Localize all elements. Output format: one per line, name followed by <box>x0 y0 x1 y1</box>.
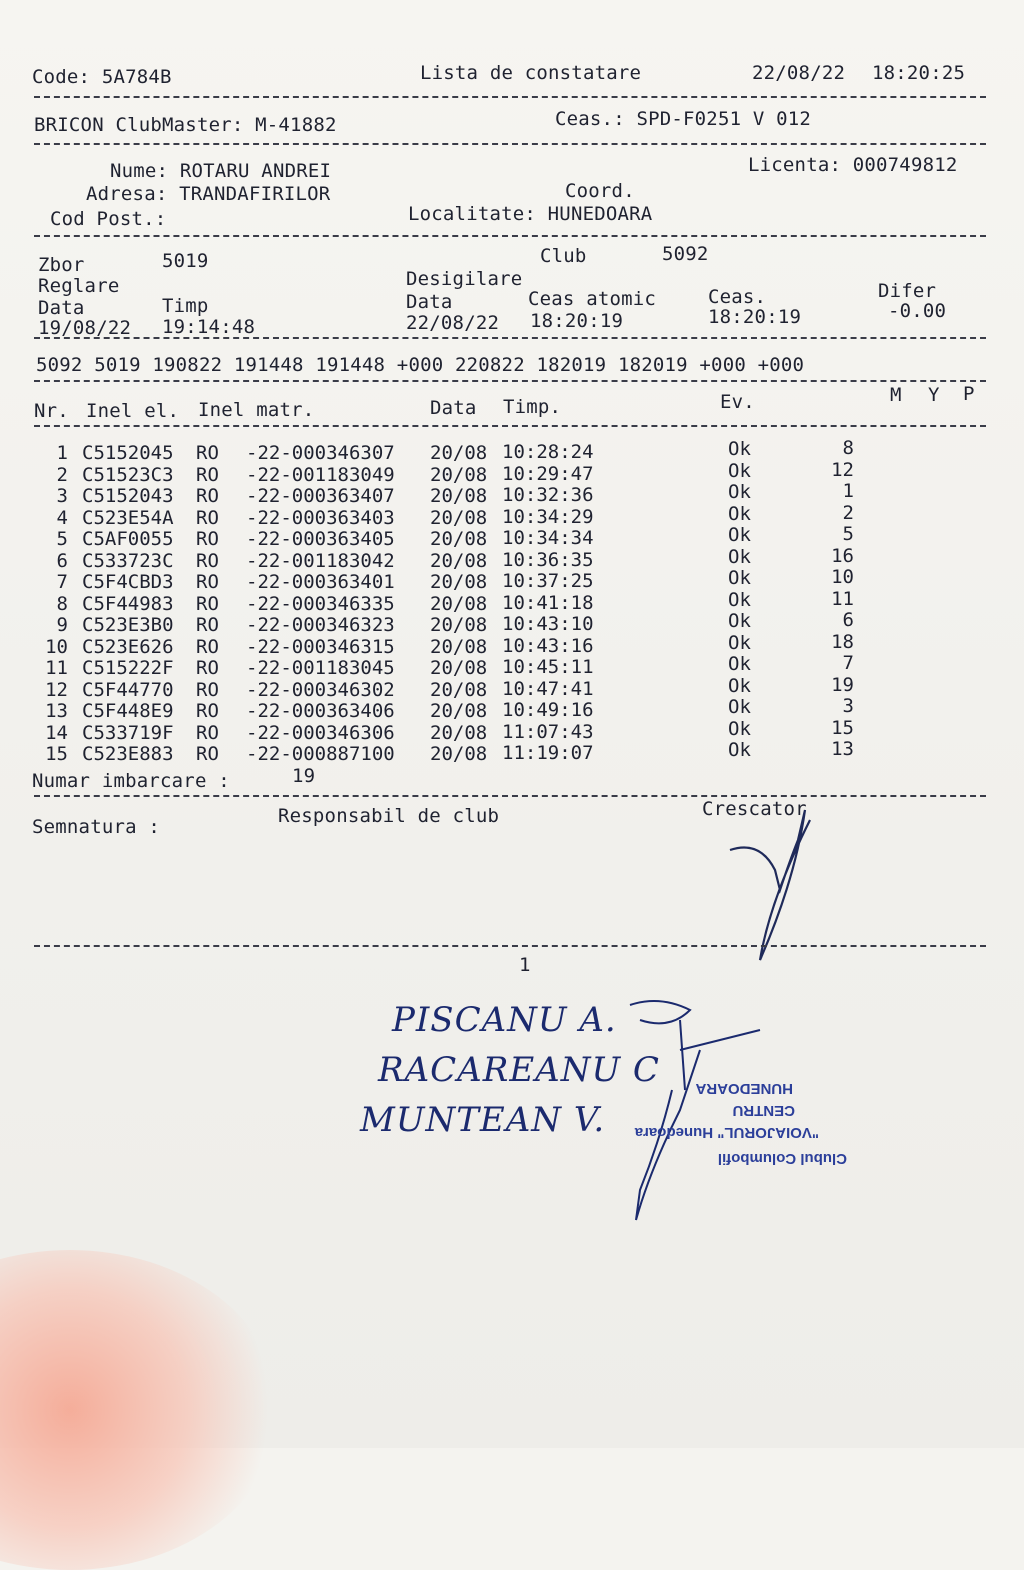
cell-m: 15 <box>831 716 854 739</box>
cell-inel-el: C523E54A <box>82 506 174 529</box>
table-row <box>0 587 1024 615</box>
cell-tara: RO <box>196 635 219 658</box>
cell-inel-matr: -22-000363406 <box>246 700 395 722</box>
clock-id: Ceas.: SPD-F0251 V 012 <box>555 108 812 130</box>
cell-timp: 10:29:47 <box>502 462 594 485</box>
coordinates-label: Coord. <box>565 180 635 202</box>
divider <box>34 337 986 339</box>
cell-tara: RO <box>196 657 219 679</box>
cell-m: 6 <box>842 609 854 631</box>
cell-ev: Ok <box>728 717 751 740</box>
divider <box>34 795 986 797</box>
table-row <box>0 630 1024 658</box>
print-time: 18:20:25 <box>872 62 966 84</box>
table-row <box>0 544 1024 572</box>
table-row <box>0 609 1024 636</box>
locality: Localitate: HUNEDOARA <box>408 203 653 225</box>
owner-postcode: Cod Post.: <box>50 208 167 230</box>
cell-tara: RO <box>196 549 219 572</box>
cell-timp: 10:37:25 <box>502 570 594 592</box>
table-row <box>0 716 1024 744</box>
cell-inel-el: C5F448E9 <box>82 700 174 722</box>
owner-name: Nume: ROTARU ANDREI <box>110 160 332 182</box>
cell-nr: 1 <box>56 442 68 464</box>
cell-timp: 10:47:41 <box>502 677 594 700</box>
cell-ev: Ok <box>728 567 751 589</box>
clock-label: Ceas. <box>708 286 767 308</box>
cell-tara: RO <box>196 485 219 507</box>
boarding-count-label: Numar imbarcare : <box>32 770 230 792</box>
club-responsible-label: Responsabil de club <box>278 805 500 827</box>
atomic-clock-label: Ceas atomic <box>528 288 657 310</box>
cell-inel-matr: -22-000363403 <box>246 506 395 529</box>
cell-tara: RO <box>196 614 219 636</box>
cell-ev: Ok <box>728 481 751 503</box>
table-row <box>0 566 1024 593</box>
cell-inel-el: C523E883 <box>82 743 174 765</box>
cell-nr: 14 <box>45 721 68 744</box>
cell-m: 7 <box>842 652 854 674</box>
owner-address: Adresa: TRANDAFIRILOR <box>86 183 331 205</box>
license-number: Licenta: 000749812 <box>748 154 958 176</box>
table-row <box>0 480 1024 507</box>
club-number: 5092 <box>662 243 709 265</box>
cell-nr: 3 <box>56 485 68 507</box>
cell-m: 12 <box>831 458 854 481</box>
cell-tara: RO <box>196 571 219 593</box>
col-time: Timp. <box>503 396 562 418</box>
cell-inel-el: C523E626 <box>82 635 174 658</box>
cell-inel-el: C5F4CBD3 <box>82 571 174 593</box>
cell-m: 2 <box>842 501 854 524</box>
cell-timp: 10:49:16 <box>502 699 594 721</box>
cell-data: 20/08 <box>430 592 488 615</box>
divider <box>34 96 986 98</box>
cell-inel-el: C533719F <box>82 721 174 744</box>
print-date: 22/08/22 <box>752 62 846 84</box>
atomic-clock-time: 18:20:19 <box>530 310 624 332</box>
cell-ev: Ok <box>728 524 751 546</box>
cell-inel-matr: -22-000363405 <box>246 528 395 550</box>
cell-timp: 10:28:24 <box>502 441 594 463</box>
cell-tara: RO <box>196 700 219 722</box>
cell-inel-el: C51523C3 <box>82 463 174 486</box>
cell-data: 20/08 <box>430 442 488 464</box>
setting-time-label: Timp <box>162 295 209 317</box>
cell-inel-matr: -22-000346306 <box>246 721 395 744</box>
cell-tara: RO <box>196 592 219 615</box>
cell-nr: 9 <box>56 614 68 636</box>
col-date: Data <box>430 397 477 419</box>
cell-inel-matr: -22-001183042 <box>246 549 395 572</box>
cell-nr: 13 <box>45 700 68 722</box>
table-row <box>0 523 1024 550</box>
cell-tara: RO <box>196 442 219 464</box>
cell-ev: Ok <box>728 653 751 675</box>
cell-inel-matr: -22-000346315 <box>246 635 395 658</box>
divider <box>34 945 986 947</box>
cell-ev: Ok <box>728 631 751 654</box>
cell-nr: 11 <box>45 657 68 679</box>
cell-nr: 5 <box>56 528 68 550</box>
col-p: P <box>963 383 975 405</box>
col-ring-el: Inel el. <box>86 400 180 422</box>
cell-inel-el: C5F44983 <box>82 592 174 615</box>
cell-timp: 10:32:36 <box>502 484 594 506</box>
cell-inel-matr: -22-000346323 <box>246 614 395 636</box>
cell-tara: RO <box>196 721 219 744</box>
cell-nr: 4 <box>56 506 68 529</box>
cell-m: 19 <box>831 673 854 696</box>
cell-nr: 6 <box>56 549 68 572</box>
cell-tara: RO <box>196 678 219 701</box>
cell-data: 20/08 <box>430 700 488 722</box>
document-title: Lista de constatare <box>420 62 642 84</box>
setting-date-label: Data <box>38 297 85 319</box>
table-row <box>0 738 1024 765</box>
table-row <box>0 695 1024 722</box>
cell-timp: 10:34:34 <box>502 527 594 549</box>
cell-data: 20/08 <box>430 571 488 593</box>
breeder-label: Crescator <box>702 798 807 820</box>
cell-tara: RO <box>196 463 219 486</box>
cell-inel-el: C5152043 <box>82 485 174 507</box>
cell-nr: 10 <box>45 635 68 658</box>
cell-inel-matr: -22-001183049 <box>246 463 395 486</box>
cell-timp: 10:41:18 <box>502 591 594 614</box>
cell-inel-matr: -22-000346302 <box>246 678 395 701</box>
col-y: Y <box>928 384 940 406</box>
divider <box>34 380 986 382</box>
table-row <box>0 458 1024 486</box>
cell-ev: Ok <box>728 459 751 482</box>
divider <box>34 425 986 427</box>
cell-data: 20/08 <box>430 614 488 636</box>
cell-ev: Ok <box>728 545 751 568</box>
cell-inel-matr: -22-001183045 <box>246 657 395 679</box>
unsealing-date: 22/08/22 <box>406 312 500 334</box>
cell-inel-matr: -22-000887100 <box>246 743 395 765</box>
flight-label: Zbor <box>38 254 85 276</box>
cell-data: 20/08 <box>430 463 488 486</box>
handwritten-name-2: RACAREANU C <box>378 1050 660 1090</box>
cell-ev: Ok <box>728 438 751 460</box>
col-nr: Nr. <box>34 400 69 422</box>
cell-tara: RO <box>196 743 219 765</box>
table-row <box>0 652 1024 679</box>
cell-nr: 12 <box>45 678 68 701</box>
divider <box>34 143 986 145</box>
cell-inel-matr: -22-000363407 <box>246 485 395 507</box>
cell-nr: 7 <box>56 571 68 593</box>
cell-nr: 15 <box>45 743 68 765</box>
cell-inel-el: C5F44770 <box>82 678 174 701</box>
table-row <box>0 501 1024 529</box>
col-ring-matr: Inel matr. <box>198 399 315 421</box>
cell-m: 16 <box>831 544 854 567</box>
cell-inel-matr: -22-000363401 <box>246 571 395 593</box>
divider <box>34 235 986 237</box>
club-label: Club <box>540 245 587 267</box>
cell-ev: Ok <box>728 739 751 761</box>
clock-time: 18:20:19 <box>708 306 802 328</box>
signature-label: Semnatura : <box>32 816 161 838</box>
table-row <box>0 437 1024 464</box>
cell-inel-matr: -22-000346335 <box>246 592 395 615</box>
cell-inel-el: C5AF0055 <box>82 528 174 550</box>
cell-tara: RO <box>196 506 219 529</box>
cell-data: 20/08 <box>430 743 488 765</box>
clubmaster-id: BRICON ClubMaster: M-41882 <box>34 114 337 136</box>
setting-label: Reglare <box>38 275 120 297</box>
flight-number: 5019 <box>162 250 209 272</box>
cell-data: 20/08 <box>430 635 488 658</box>
unsealing-date-label: Data <box>406 291 453 313</box>
cell-m: 18 <box>831 630 854 653</box>
cell-timp: 11:19:07 <box>502 742 594 764</box>
cell-m: 3 <box>842 695 854 717</box>
setting-date: 19/08/22 <box>38 317 132 339</box>
handwritten-name-1: PISCANU A. <box>392 1000 617 1040</box>
setting-time: 19:14:48 <box>162 316 256 338</box>
cell-timp: 11:07:43 <box>502 720 594 743</box>
difference-value: -0.00 <box>888 300 947 322</box>
cell-m: 10 <box>831 566 854 588</box>
page-number: 1 <box>519 954 531 976</box>
cell-m: 13 <box>831 738 854 760</box>
cell-m: 1 <box>842 480 854 502</box>
cell-inel-el: C533723C <box>82 549 174 572</box>
unsealing-label: Desigilare <box>406 268 523 290</box>
cell-ev: Ok <box>728 696 751 718</box>
cell-tara: RO <box>196 528 219 550</box>
cell-ev: Ok <box>728 502 751 525</box>
col-m: M <box>890 384 902 406</box>
cell-inel-el: C515222F <box>82 657 174 679</box>
finger-smudge <box>0 1250 280 1570</box>
cell-data: 20/08 <box>430 506 488 529</box>
boarding-count: 19 <box>292 765 316 787</box>
cell-data: 20/08 <box>430 678 488 701</box>
cell-ev: Ok <box>728 674 751 697</box>
cell-data: 20/08 <box>430 721 488 744</box>
cell-timp: 10:43:10 <box>502 613 594 635</box>
cell-timp: 10:34:29 <box>502 505 594 528</box>
cell-m: 8 <box>842 437 854 459</box>
cell-data: 20/08 <box>430 549 488 572</box>
cell-m: 5 <box>842 523 854 545</box>
club-stamp: Clubul Columbofil "VOIAJORUL" Hunedoara CENTRU HUNEDOARA <box>634 1080 847 1167</box>
cell-inel-el: C5152045 <box>82 442 174 464</box>
cell-inel-matr: -22-000346307 <box>246 442 395 464</box>
cell-data: 20/08 <box>430 657 488 679</box>
difference-label: Difer <box>878 280 937 302</box>
cell-timp: 10:36:35 <box>502 548 594 571</box>
cell-data: 20/08 <box>430 528 488 550</box>
cell-timp: 10:43:16 <box>502 634 594 657</box>
cell-m: 11 <box>831 587 854 610</box>
cell-data: 20/08 <box>430 485 488 507</box>
cell-ev: Ok <box>728 588 751 611</box>
cell-inel-el: C523E3B0 <box>82 614 174 636</box>
handwritten-name-3: MUNTEAN V. <box>360 1100 606 1140</box>
col-ev: Ev. <box>720 391 755 413</box>
cell-nr: 2 <box>56 463 68 486</box>
cell-ev: Ok <box>728 610 751 632</box>
summary-code-line: 5092 5019 190822 191448 191448 +000 220822 182019 182019 +000 +000 <box>36 354 805 376</box>
cell-nr: 8 <box>56 592 68 615</box>
code-label: Code: 5A784B <box>32 66 172 88</box>
table-row <box>0 673 1024 701</box>
cell-timp: 10:45:11 <box>502 656 594 678</box>
